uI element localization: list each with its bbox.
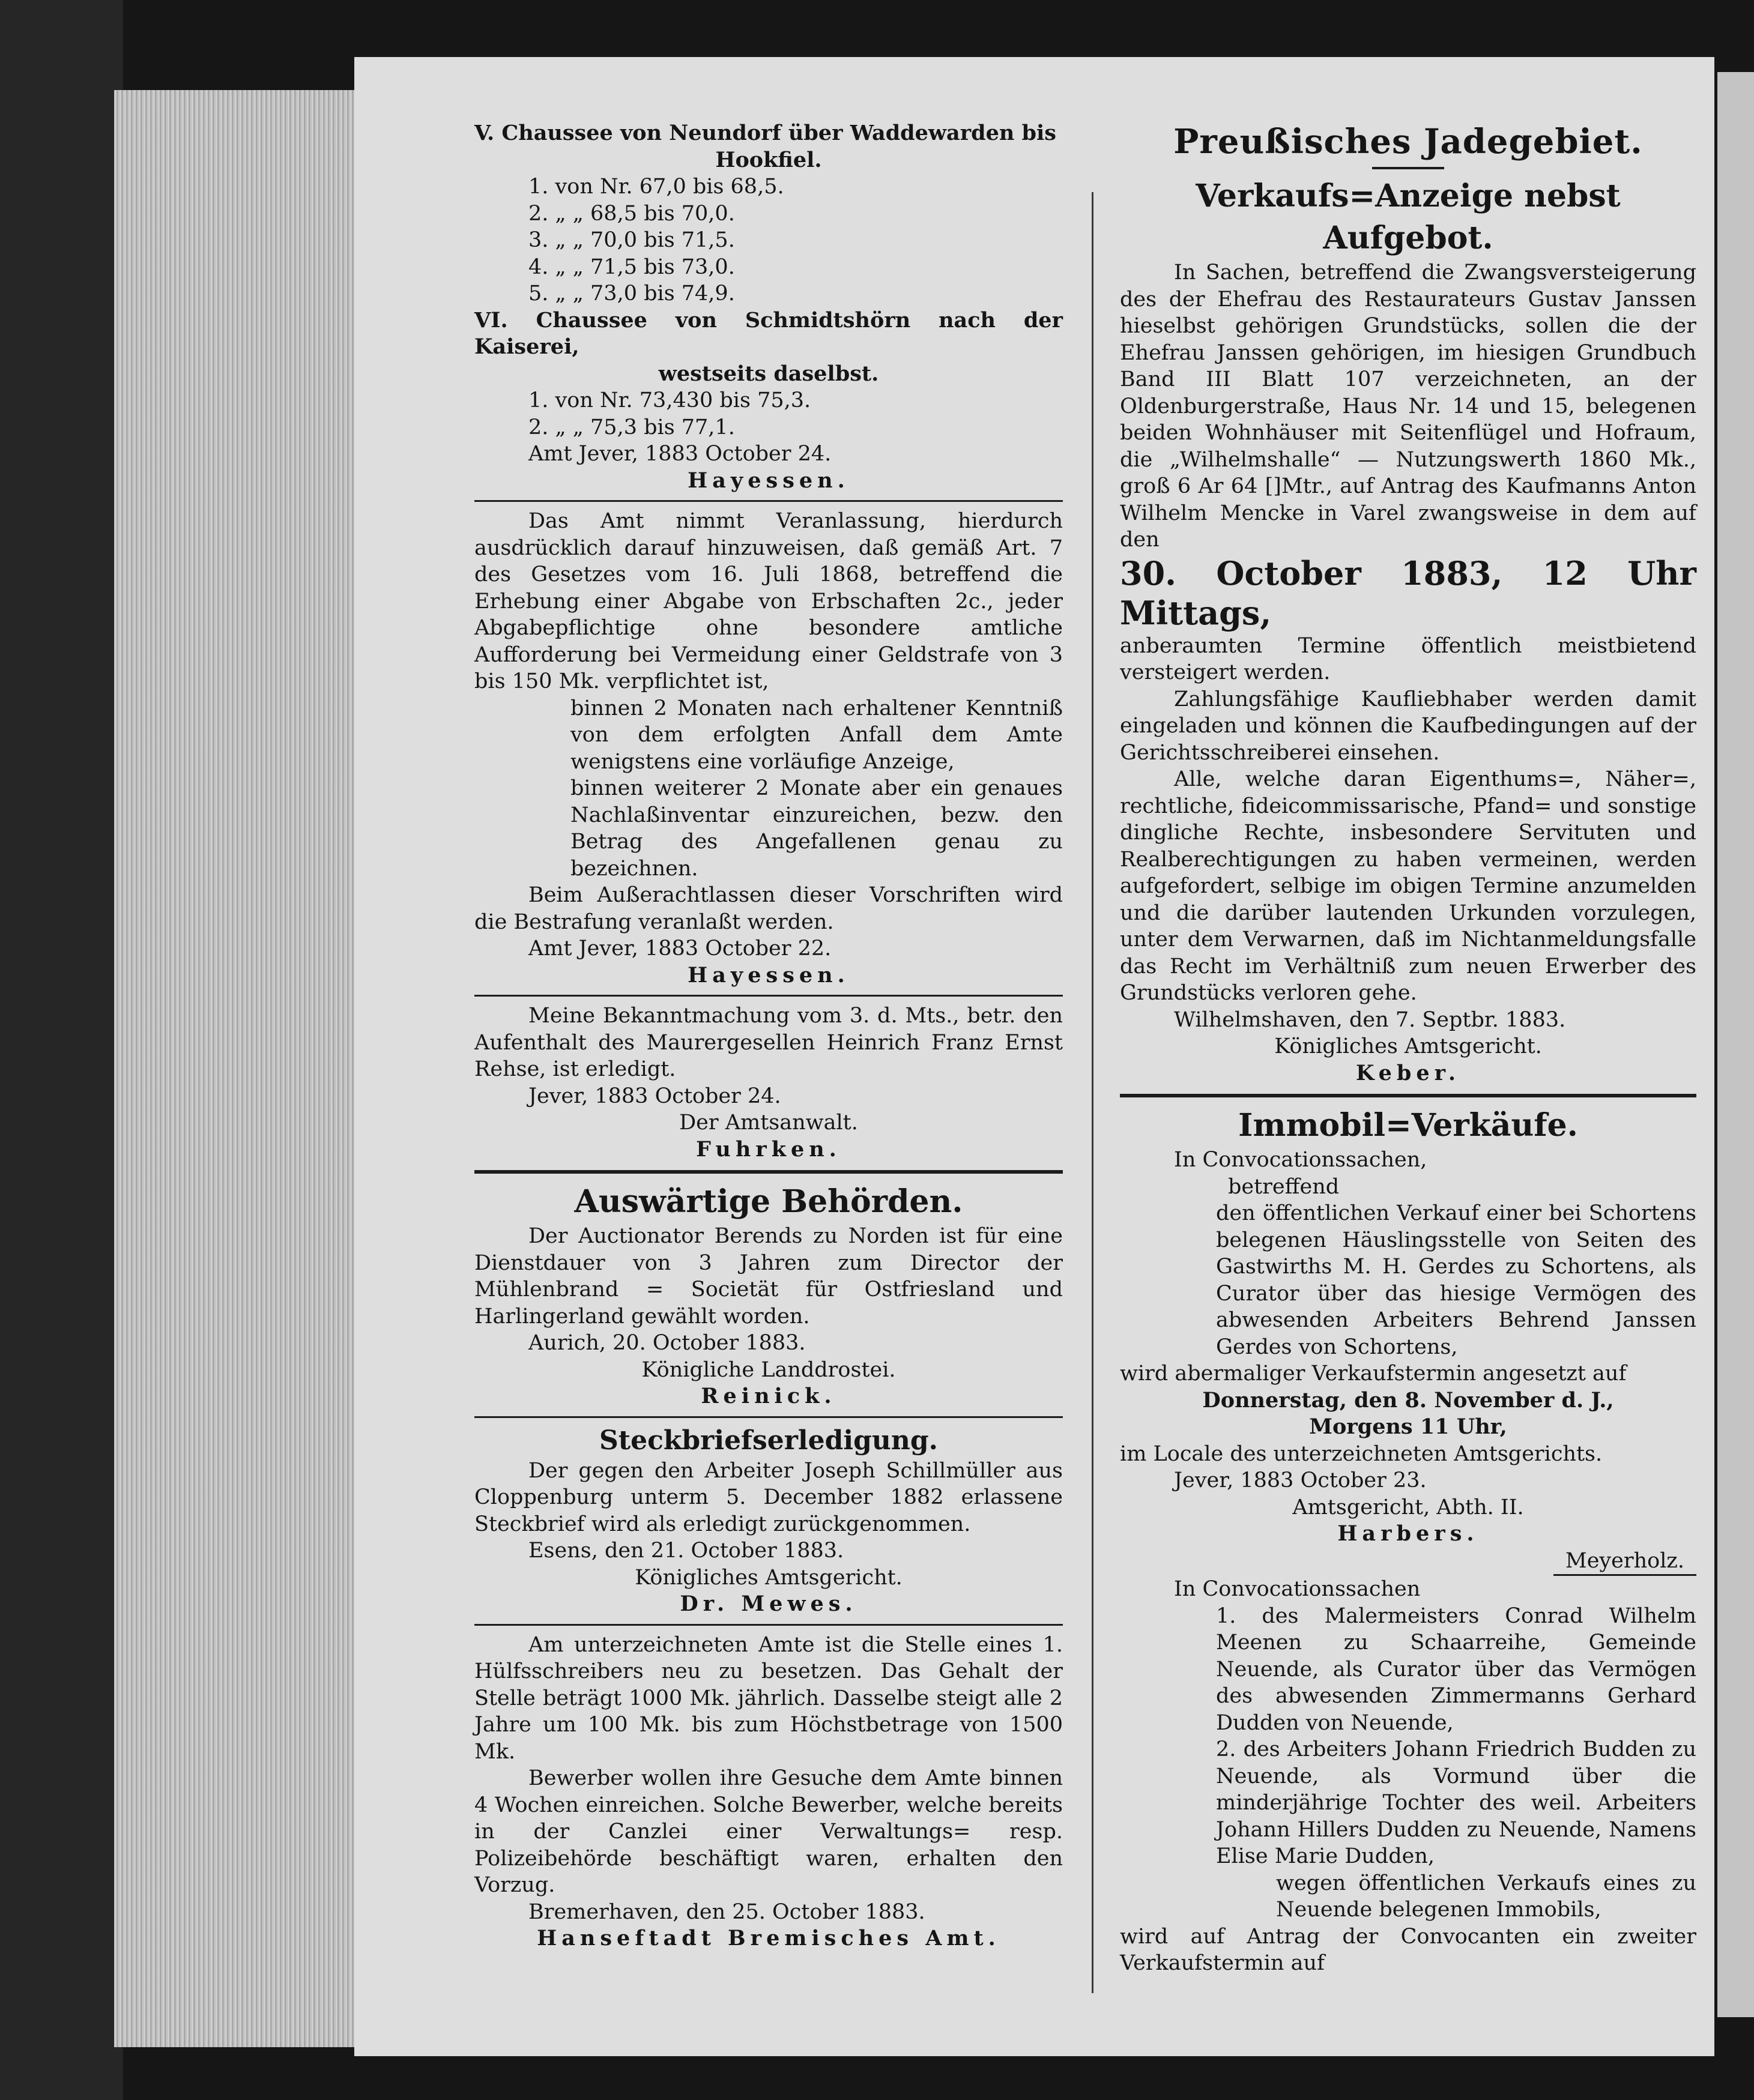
inheritance-item: binnen weiterer 2 Monate aber ein genaues Nachlaßinventar einzureichen, bezw. den Betrag des Angefallenen genau zu bezeichnen. (570, 776, 1063, 881)
column-divider (1092, 192, 1093, 1993)
convocation-item: 2. des Arbeiters Johann Friedrich Budden zu Neuende, als Vormund über die minderjährige Tochter des weil. Arbeiters Johann Hillers Dudden zu Neuende, Namens Elise Marie Dudden, (1216, 1737, 1696, 1868)
jade-claims: Alle, welche daran Eigenthums=, Näher=, rechtliche, fideicommissarische, Pfand= und sonstige dingliche Rechte, insbesondere Servituten und Realberechtigungen zu haben vermeinen, werden aufgefordert, selbige im obigen Termine anzumelden und die darüber lautenden Urkunden vorzulegen, unter dem Verwarnen, daß im Nichtanmeldungsfalle das Recht im Verhältniß zum neuen Erwerber des Grundstücks verloren gehe. (1120, 767, 1696, 1005)
road5-title-cont: Hookfiel. (715, 147, 822, 172)
section-rule (474, 1624, 1063, 1626)
section-rule (474, 995, 1063, 997)
convocation-item: 1. des Malermeisters Conrad Wilhelm Meenen zu Schaarreihe, Gemeinde Neuende, als Curator über das Vermögen des abwesenden Zimmermanns Gerhard Dudden von Neuende, (1216, 1604, 1696, 1735)
road-signature: Hayessen. (688, 468, 850, 493)
immobil-office: Amtsgericht, Abth. II. (1292, 1495, 1524, 1519)
convocation-notice (1120, 1576, 1696, 1977)
immobil-line4: wird abermaliger Verkaufstermin angesetzt auf (1120, 1362, 1627, 1386)
page-edges (114, 90, 354, 2047)
jade-subheading: Verkaufs=Anzeige nebst Aufgebot. (1196, 178, 1621, 256)
jade-signature: Keber. (1355, 1060, 1461, 1085)
inheritance-closing: Beim Außerachtlassen dieser Vorschriften wird die Bestrafung veranlaßt werden. (474, 883, 1063, 934)
inheritance-intro: Das Amt nimmt Veranlassung, hierdurch ausdrücklich darauf hinzuweisen, daß gemäß Art. 7 des Gesetzes vom 16. Juli 1868, betreffend die Erhebung einer Abgabe von Erbschaften 2c., jeder Abgabepflichtige ohne besondere amtliche Aufforderung bei Vermeidung einer Geldstrafe von 3 bis 150 Mk. verpflichtet ist, (474, 509, 1063, 693)
external-signature: Reinick. (701, 1384, 836, 1408)
road5-item: 5. „ „ 73,0 bis 74,9. (528, 282, 735, 306)
external-heading: Auswärtige Behörden. (574, 1183, 963, 1220)
warrant-signature: Dr. Mewes. (680, 1592, 857, 1616)
jade-notice (1120, 120, 1696, 1087)
rehse-notice (474, 1003, 1063, 1163)
warrant-office: Königliches Amtsgericht. (635, 1565, 903, 1590)
immobil-heading: Immobil=Verkäufe. (1238, 1107, 1578, 1144)
jade-buyers: Zahlungsfähige Kaufliebhaber werden damit eingeladen und können die Kaufbedingungen auf der Gerichtsschreiberei einsehen. (1120, 687, 1696, 765)
rehse-office: Der Amtsanwalt. (679, 1111, 858, 1135)
clerk-signature: Hanseftadt Bremisches Amt. (537, 1926, 1000, 1951)
immobil-line2: betreffend (1228, 1174, 1340, 1199)
warrant-notice (474, 1424, 1063, 1618)
immobil-date: Jever, 1883 October 23. (1174, 1468, 1427, 1492)
section-rule-thick (474, 1170, 1063, 1174)
warrant-heading: Steckbriefserledigung. (599, 1425, 938, 1456)
jade-text: In Sachen, betreffend die Zwangsversteigerung des der Ehefrau des Restaurateurs Gustav Janssen hieselbst gehörigen Grundstücks, sollen die der Ehefrau Janssen gehörigen, im hiesigen Grundbuch Band III Blatt 107 verzeichneten, an der Oldenburgerstraße, Haus Nr. 14 und 15, belegenen beiden Wohnhäuser mit Seitenflügel und Hofraum, die „Wilhelmshalle“ — Nutzungswerth 1860 Mk., groß 6 Ar 64 []Mtr., auf Antrag des Kaufmanns Anton Wilhelm Mencke in Varel zwangsweise in dem auf den (1120, 261, 1696, 552)
clerk-vacancy (474, 1632, 1063, 1952)
road5-title: V. Chaussee von Neundorf über Waddewarden bis (474, 121, 1056, 145)
immobil-signature: Harbers. (1337, 1521, 1479, 1546)
rehse-date: Jever, 1883 October 24. (528, 1084, 781, 1108)
book-spine (0, 0, 123, 2100)
clerk-date: Bremerhaven, den 25. October 1883. (528, 1899, 925, 1924)
road5-item: 1. von Nr. 67,0 bis 68,5. (528, 175, 784, 199)
section-rule (474, 1416, 1063, 1418)
warrant-date: Esens, den 21. October 1883. (528, 1539, 844, 1563)
external-office: Königliche Landdrostei. (641, 1357, 896, 1382)
clerk-text: Am unterzeichneten Amte ist die Stelle eines 1. Hülfsschreibers neu zu besetzen. Das Gehalt der Stelle beträgt 1000 Mk. jährlich. Dasselbe steigt alle 2 Jahre um 100 Mk. bis zum Höchstbetrage von 1500 Mk. (474, 1632, 1063, 1764)
jade-office: Königliches Amtsgericht. (1274, 1034, 1542, 1058)
road-list-section (474, 120, 1063, 494)
left-column (474, 120, 1063, 2064)
immobil-countersign: Meyerholz. (1553, 1548, 1696, 1577)
convocation-closing: wird auf Antrag der Convocanten ein zweiter Verkaufstermin auf (1120, 1924, 1696, 1975)
jade-heading: Preußisches Jadegebiet. (1173, 122, 1643, 161)
section-rule-thick (1120, 1094, 1696, 1097)
road6-title-cont: westseits daselbst. (658, 361, 879, 386)
jade-date-line: 30. October 1883, 12 Uhr Mittags, (1120, 554, 1696, 632)
immobil-location: im Locale des unterzeichneten Amtsgerichts. (1120, 1441, 1603, 1466)
external-date: Aurich, 20. October 1883. (528, 1331, 806, 1355)
rehse-text: Meine Bekanntmachung vom 3. d. Mts., betr. den Aufenthalt des Maurergesellen Heinrich Franz Ernst Rehse, ist erledigt. (474, 1004, 1063, 1081)
inheritance-item: binnen 2 Monaten nach erhaltener Kenntniß von dem erfolgten Anfall dem Amte wenigstens eine vorläufige Anzeige, (570, 696, 1063, 774)
warrant-text: Der gegen den Arbeiter Joseph Schillmüller aus Cloppenburg unterm 5. December 1882 erlassene Steckbrief wird als erledigt zurückgenommen. (474, 1458, 1063, 1536)
external-authorities (474, 1181, 1063, 1410)
jade-date: Wilhelmshaven, den 7. Septbr. 1883. (1174, 1007, 1566, 1032)
road5-item: 3. „ „ 70,0 bis 71,5. (528, 228, 735, 252)
inheritance-date: Amt Jever, 1883 October 22. (528, 937, 832, 961)
external-text: Der Auctionator Berends zu Norden ist für eine Dienstdauer von 3 Jahren zum Director der Mühlenbrand = Societät für Ostfriesland und Harlingerland gewählt worden. (474, 1224, 1063, 1329)
road6-title: VI. Chaussee von Schmidtshörn nach der Kaiserei, (474, 307, 1063, 359)
clerk-text2: Bewerber wollen ihre Gesuche dem Amte binnen 4 Wochen einreichen. Solche Bewerber, welche bereits in der Canzlei einer Verwaltungs= resp. Polizeibehörde beschäftigt waren, erhalten den Vorzug. (474, 1766, 1063, 1897)
road6-item: 2. „ „ 75,3 bis 77,1. (528, 415, 735, 439)
immobil-time-bold: Morgens 11 Uhr, (1309, 1414, 1507, 1439)
section-rule (474, 500, 1063, 502)
immobil-date-bold: Donnerstag, den 8. November d. J., (1202, 1387, 1614, 1413)
road5-item: 4. „ „ 71,5 bis 73,0. (528, 255, 735, 279)
right-column (1120, 120, 1696, 2064)
jade-text-after: anberaumten Termine öffentlich meistbietend versteigert werden. (1120, 633, 1696, 684)
road-date: Amt Jever, 1883 October 24. (528, 442, 832, 466)
inheritance-notice (474, 508, 1063, 989)
road6-item: 1. von Nr. 73,430 bis 75,3. (528, 388, 811, 412)
convocation-item: wegen öffentlichen Verkaufs eines zu Neuende belegenen Immobils, (1276, 1871, 1696, 1922)
next-page-edge (1717, 72, 1754, 2017)
immobil-line1: In Convocationssachen, (1174, 1148, 1427, 1172)
rehse-signature: Fuhrken. (696, 1136, 841, 1162)
immobil-notice (1120, 1105, 1696, 1576)
road5-item: 2. „ „ 68,5 bis 70,0. (528, 201, 735, 226)
inheritance-signature: Hayessen. (688, 962, 850, 988)
heading-rule (1372, 167, 1444, 169)
convocation-line1: In Convocationssachen (1174, 1577, 1421, 1601)
immobil-line3: den öffentlichen Verkauf einer bei Schortens belegenen Häuslingsstelle von Seiten des Gastwirths M. H. Gerdes zu Schortens, als Curator über das hiesige Vermögen des abwesenden Arbeiters Behrend Janssen Gerdes von Schortens, (1216, 1201, 1696, 1359)
